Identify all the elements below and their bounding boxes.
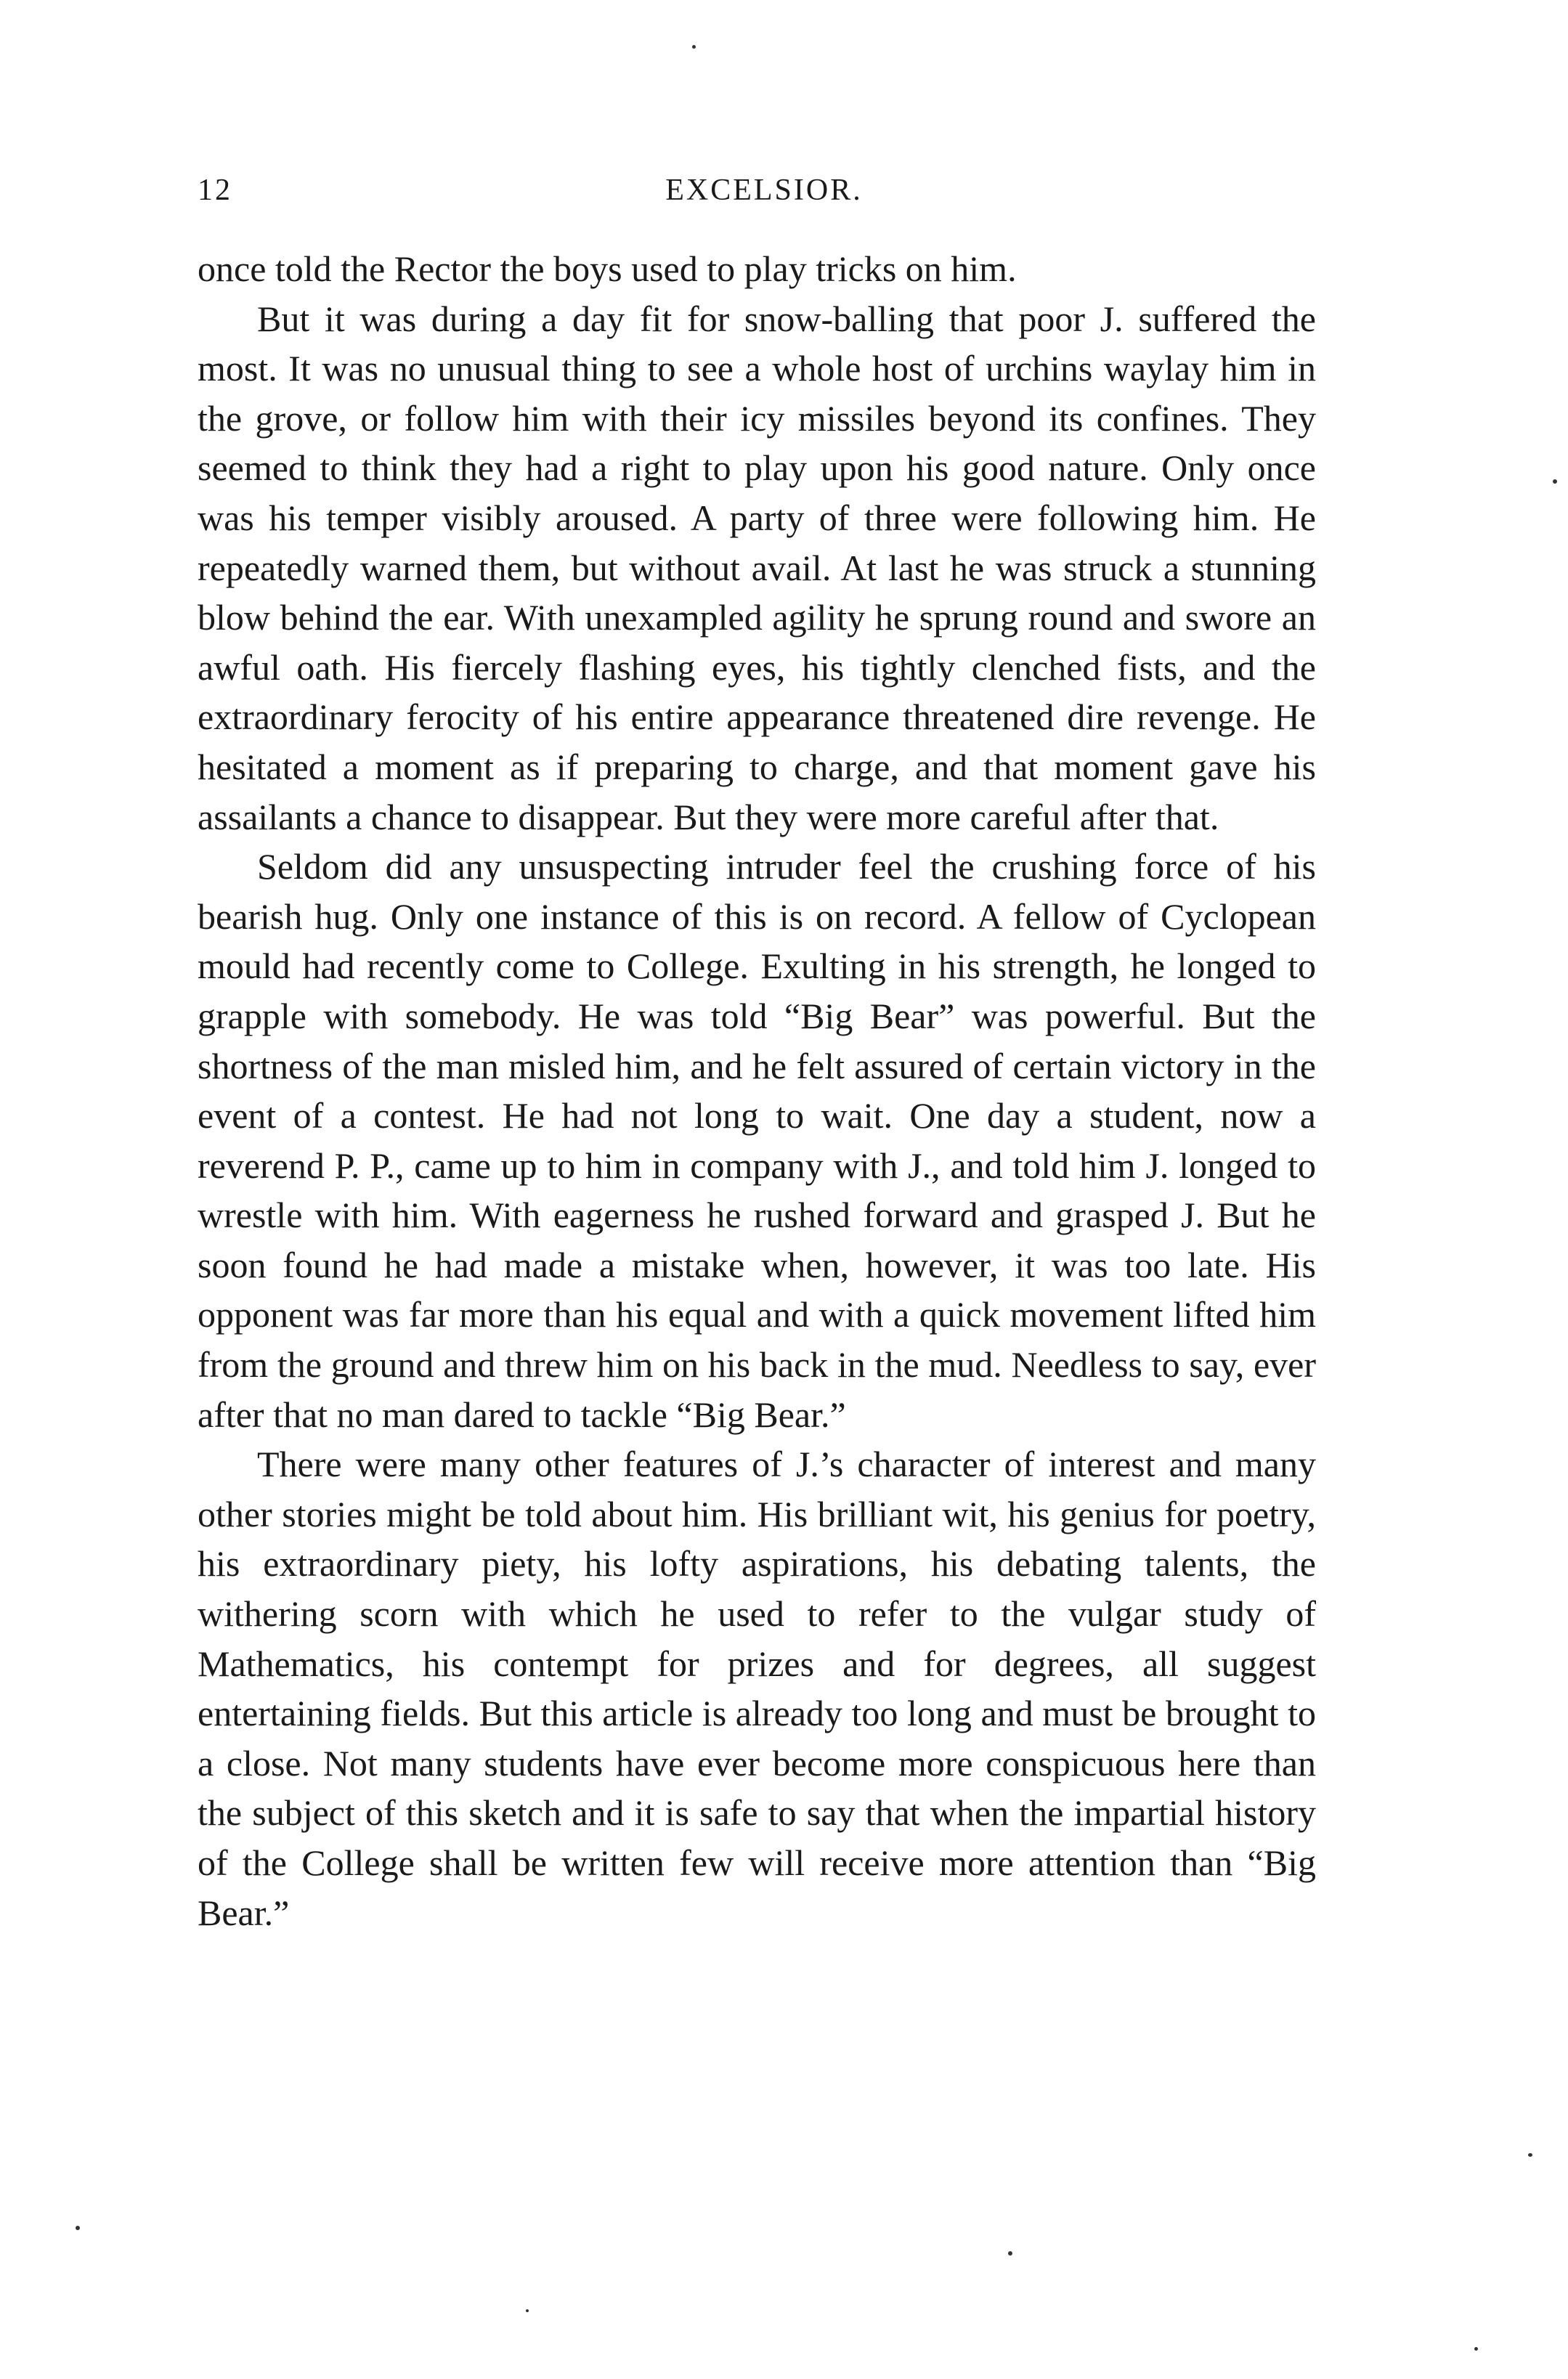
running-head [198,173,1331,216]
paragraph-conclusion: There were many other features of J.’s character of interest and many other stories might be told about him. His brilliant wit, his genius for poetry, his extraordinary piety, his lofty aspirations, his debating talents, the withering scorn with which he used to refer to the vulgar study of Mathematics, his contempt for prizes and for degrees, all suggest entertaining fields. But this article is already too long and must be brought to a close. Not many students have ever become more conspicuous here than the subject of this sketch and it is safe to say that when the impartial history of the College shall be written few will receive more attention than “Big Bear.” [198,1444,1316,1933]
page-number: 12 [198,174,232,207]
paragraph-continuation: once told the Rector the boys used to play tricks on him. [198,248,1017,289]
running-title: EXCELSIOR. [665,174,863,207]
paragraph-snowballing: But it was during a day fit for snow-balling that poor J. suffered the most. It was no unusual thing to see a whole host of urchins waylay him in the grove, or follow him with their icy missiles beyond its confines. They seemed to think they had a right to play upon his good nature. Only once was his temper visibly aroused. A party of three were following him. He repeatedly warned them, but without avail. At last he was struck a stunning blow behind the ear. With unexampled agility he sprung round and swore an awful oath. His fiercely flashing eyes, his tightly clenched fists, and the extraordinary ferocity of his entire appearance threatened dire revenge. He hesitated a moment as if preparing to charge, and that moment gave his assailants a chance to disappear. But they were more careful after that. [198,298,1316,837]
scan-speck [526,2309,529,2312]
scan-speck [692,45,696,49]
scan-speck [1474,2347,1478,2351]
scan-speck [1528,2153,1532,2157]
scan-speck [1553,479,1557,484]
scan-speck [1008,2251,1012,2256]
scan-speck [76,2226,80,2230]
article-body [198,244,1316,1937]
paragraph-wrestling: Seldom did any unsuspecting intruder feel the crushing force of his bearish hug. Only one instance of this is on record. A fellow of Cyclopean mould had recently come to College. Exulting in his strength, he longed to grapple with somebody. He was told “Big Bear” was powerful. But the shortness of the man misled him, and he felt assured of certain victory in the event of a contest. He had not long to wait. One day a student, now a reverend P. P., came up to him in company with J., and told him J. longed to wrestle with him. With eagerness he rushed forward and grasped J. But he soon found he had made a mistake when, however, it was too late. His opponent was far more than his equal and with a quick movement lifted him from the ground and threw him on his back in the mud. Needless to say, ever after that no man dared to tackle “Big Bear.” [198,846,1316,1435]
